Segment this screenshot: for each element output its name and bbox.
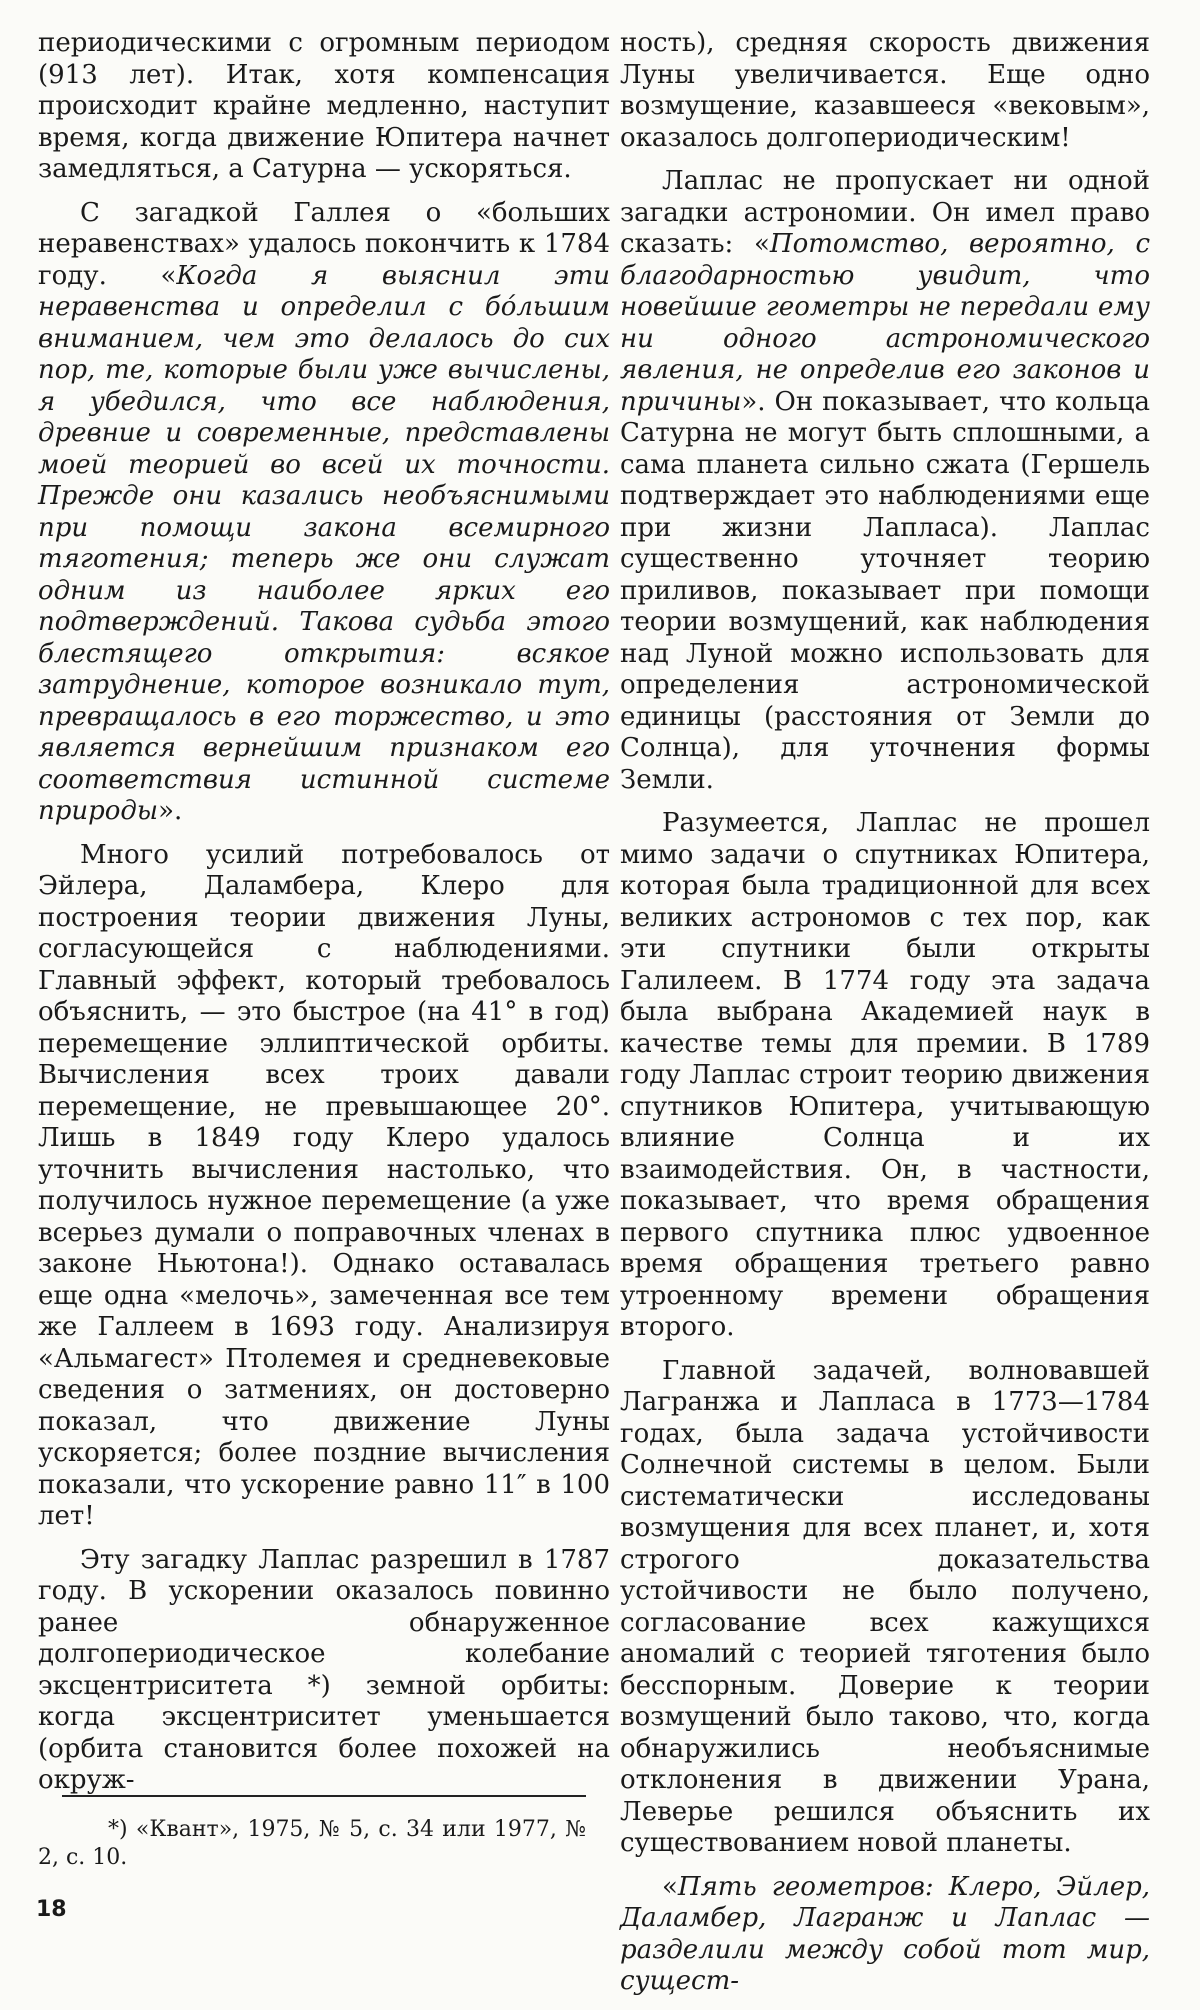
paragraph <box>620 166 1150 796</box>
quote-italic: Когда я выяснил эти неравенства и определил с бо́льшим вниманием, чем это делалось до сих пор, те, которые были уже вычислены, я убедился, что все наблюдения, древние и современные, представлены моей теорией во всей их точности. Прежде они казались необъяснимыми при помощи закона всемирного тяготения; теперь же они служат одним из наиболее ярких его подтверждений. Такова судьба этого блестящего открытия: всякое затруднение, которое возникало тут, превращалось в его торжество, и это является вернейшим признаком его соответствия истинной системе природы <box>38 260 610 826</box>
paragraph: периодическими с огромным периодом (913 лет). Итак, хотя компенсация происходит крайне медленно, наступит время, когда движение Юпитера начнет замедляться, а Сатурна — ускоряться. <box>38 28 610 184</box>
paragraph: ность), средняя скорость движения Луны увеличивается. Еще одно возмущение, казавшееся «вековым», оказалось долгопериодическим! <box>620 28 1150 153</box>
paragraph: Главной задачей, волновавшей Лагранжа и Лапласа в 1773—1784 годах, была задача устойчивости Солнечной системы в целом. Были систематически исследованы возмущения для всех планет, и, хотя строгого доказательства устойчивости не было получено, согласование всех кажущихся аномалий с теорией тяготения было бесспорным. Доверие к теории возмущений было таково, что, когда обнаружились необъяснимые отклонения в движении Урана, Леверье решился объяснить их существованием новой планеты. <box>620 1355 1150 1858</box>
quote-italic: Пять геометров: Клеро, Эйлер, Даламбер, Лагранж и Лаплас — разделили между собой тот мир, сущест- <box>620 1871 1150 1996</box>
text-span: ». Он показывает, что кольца Сатурна не могут быть сплошными, а сама планета сильно сжата (Гершель подтверждает это наблюдениями еще при жизни Лапласа). Лаплас существенно уточняет теорию приливов, показывает при помощи теории возмущений, как наблюдения над Луной можно использовать для определения астрономической единицы (расстояния от Земли до Солнца), для уточнения формы Земли. <box>620 386 1150 795</box>
footnote-divider <box>62 1795 586 1797</box>
paragraph: Много усилий потребовалось от Эйлера, Даламбера, Клеро для построения теории движения Луны, согласующейся с наблюдениями. Главный эффект, который требовалось объяснить, — это быстрое (на 41° в год) перемещение эллиптической орбиты. Вычисления всех троих давали перемещение, не превышающее 20°. Лишь в 1849 году Клеро удалось уточнить вычисления настолько, что получилось нужное перемещение (а уже всерьез думали о поправочных членах в законе Ньютона!). Однако оставалась еще одна «мелочь», замеченная все тем же Галлеем в 1693 году. Анализируя «Альмагест» Птолемея и средневековые сведения о затмениях, он достоверно показал, что движение Луны ускоряется; более поздние вычисления показали, что ускорение равно 11″ в 100 лет! <box>38 839 610 1531</box>
text-span: « <box>662 1871 678 1902</box>
text-span: С загадкой Галлея о «больших неравенствах» удалось покончить к 1784 году. « <box>38 197 610 291</box>
quote-italic: Потомство, вероятно, с благодарностью увидит, что новейшие геометры не передали ему ни одного астрономического явления, не определив его законов и причины <box>620 229 1151 417</box>
paragraph <box>620 1872 1150 1998</box>
paragraph: Разумеется, Лаплас не прошел мимо задачи о спутниках Юпитера, которая была традиционной для всех великих астрономов с тех пор, как эти спутники были открыты Галилеем. В 1774 году эта задача была выбрана Академией наук в качестве темы для премии. В 1789 году Лаплас строит теорию движения спутников Юпитера, учитывающую влияние Солнца и их взаимодействия. Он, в частности, показывает, что время обращения первого спутника плюс удвоенное время обращения третьего равно утроенному времени обращения второго. <box>620 808 1150 1342</box>
right-column <box>620 28 1150 2010</box>
paragraph: Эту загадку Лаплас разрешил в 1787 году. В ускорении оказалось повинно ранее обнаруженное долгопериодическое колебание эксцентриситета *) земной орбиты: когда эксцентриситет уменьшается (орбита становится более похожей на окруж- <box>38 1544 610 1795</box>
text-span: Лаплас не пропускает ни одной загадки астрономии. Он имел право сказать: « <box>620 166 1150 259</box>
paragraph <box>38 198 610 828</box>
left-column <box>38 28 610 1809</box>
page-number: 18 <box>36 1897 67 1922</box>
footnote: *) «Квант», 1975, № 5, с. 34 или 1977, № 2, с. 10. <box>38 1817 586 1870</box>
text-span: ». <box>158 796 183 826</box>
